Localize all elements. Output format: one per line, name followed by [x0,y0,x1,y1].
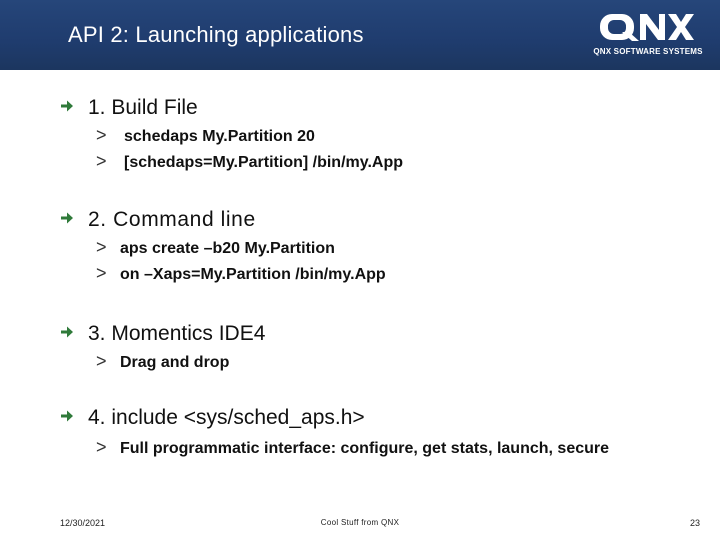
sub-item-text: Full programmatic interface: configure, get stats, launch, secure [120,440,610,457]
slide-header [0,0,720,70]
sub-item-text: aps create –b20 My.Partition [120,240,335,257]
sub-item-text: schedaps My.Partition 20 [124,128,315,145]
right-arrow-icon [60,325,74,339]
footer-date: 12/30/2021 [60,518,106,528]
right-arrow-icon [60,409,74,423]
bullet-label: 2. Command line [88,208,256,231]
logo-subtitle: QNX SOFTWARE SYSTEMS [593,47,703,56]
sub-marker: > [96,263,107,283]
page-number: 23 [689,518,700,528]
sub-marker: > [96,237,107,257]
slide-title: API 2: Launching applications [68,22,364,47]
sub-item-text: on –Xaps=My.Partition /bin/my.App [120,266,386,283]
footer-caption: Cool Stuff from QNX [320,518,400,527]
sub-marker: > [96,151,107,171]
qnx-wordmark-icon [598,10,694,44]
right-arrow-icon [60,99,74,113]
sub-marker: > [96,125,107,145]
qnx-logo [592,10,702,62]
sub-marker: > [96,351,107,371]
right-arrow-icon [60,211,74,225]
bullet-label: 3. Momentics IDE4 [88,322,266,345]
sub-item-text: Drag and drop [120,354,230,371]
bullet-label: 1. Build File [88,96,198,119]
sub-item-text: [schedaps=My.Partition] /bin/my.App [124,154,403,171]
sub-marker: > [96,437,107,457]
bullet-label: 4. include <sys/sched_aps.h> [88,406,365,429]
